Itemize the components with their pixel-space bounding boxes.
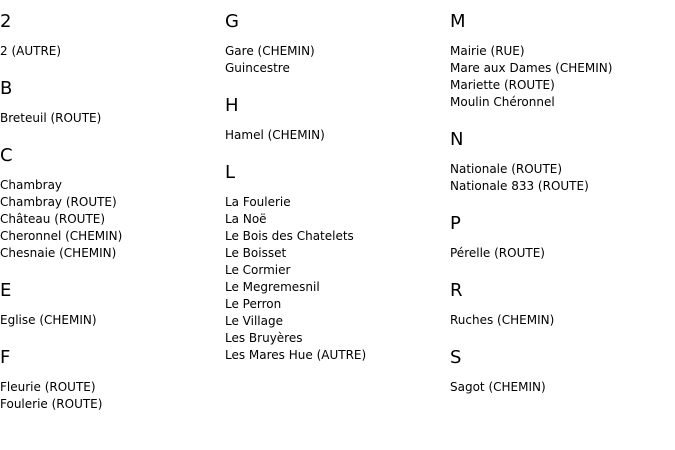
- letter-heading: B: [0, 78, 13, 99]
- letter-group: [225, 94, 366, 144]
- letter-group: [450, 128, 612, 195]
- letter-heading: E: [0, 280, 12, 301]
- letter-group: [0, 10, 122, 60]
- street-item[interactable]: Hamel (CHEMIN): [225, 128, 325, 142]
- street-item[interactable]: Moulin Chéronnel: [450, 95, 555, 109]
- street-item[interactable]: Guincestre: [225, 61, 290, 75]
- letter-heading: P: [450, 213, 461, 234]
- street-list: [225, 127, 366, 144]
- letter-group: [225, 161, 366, 364]
- street-item[interactable]: La Foulerie: [225, 195, 291, 209]
- street-list: [450, 43, 612, 111]
- street-item[interactable]: Mare aux Dames (CHEMIN): [450, 61, 613, 75]
- street-list: [0, 110, 122, 127]
- street-item[interactable]: Gare (CHEMIN): [225, 44, 315, 58]
- street-list: [0, 312, 122, 329]
- letter-group: [450, 346, 612, 396]
- letter-heading: 2: [0, 11, 12, 32]
- letter-group: [450, 279, 612, 329]
- street-item[interactable]: Breteuil (ROUTE): [0, 111, 102, 125]
- street-item[interactable]: Le Village: [225, 314, 283, 328]
- index-column-1: [0, 10, 122, 430]
- street-item[interactable]: Ruches (CHEMIN): [450, 313, 555, 327]
- street-list: [0, 43, 122, 60]
- street-item[interactable]: Pérelle (ROUTE): [450, 246, 545, 260]
- street-item[interactable]: Mairie (RUE): [450, 44, 525, 58]
- street-list: [450, 312, 612, 329]
- street-item[interactable]: Le Boisset: [225, 246, 287, 260]
- street-item[interactable]: Chambray: [0, 178, 63, 192]
- index-column-3: [450, 10, 612, 413]
- street-item[interactable]: Le Bois des Chatelets: [225, 229, 354, 243]
- street-item[interactable]: Les Mares Hue (AUTRE): [225, 348, 367, 362]
- letter-heading: R: [450, 280, 463, 301]
- street-item[interactable]: Les Bruyères: [225, 331, 303, 345]
- letter-heading: G: [225, 11, 239, 32]
- letter-group: [450, 212, 612, 262]
- street-item[interactable]: Chambray (ROUTE): [0, 195, 117, 209]
- letter-group: [0, 346, 122, 413]
- street-item[interactable]: Chesnaie (CHEMIN): [0, 246, 117, 260]
- street-item[interactable]: Nationale (ROUTE): [450, 162, 563, 176]
- street-item[interactable]: Mariette (ROUTE): [450, 78, 555, 92]
- street-item[interactable]: Le Perron: [225, 297, 282, 311]
- street-list: [225, 43, 366, 77]
- street-item[interactable]: Eglise (CHEMIN): [0, 313, 97, 327]
- letter-heading: L: [225, 162, 236, 183]
- letter-group: [225, 10, 366, 77]
- letter-group: [0, 144, 122, 262]
- letter-heading: M: [450, 11, 466, 32]
- street-list: [450, 379, 612, 396]
- letter-heading: H: [225, 95, 239, 116]
- street-item[interactable]: 2 (AUTRE): [0, 44, 62, 58]
- street-item[interactable]: La Noë: [225, 212, 267, 226]
- street-item[interactable]: Château (ROUTE): [0, 212, 106, 226]
- street-item[interactable]: Nationale 833 (ROUTE): [450, 179, 589, 193]
- street-list: [0, 379, 122, 413]
- letter-heading: N: [450, 129, 464, 150]
- index-column-2: [225, 10, 366, 381]
- street-list: [0, 177, 122, 262]
- street-item[interactable]: Le Megremesnil: [225, 280, 320, 294]
- letter-group: [0, 279, 122, 329]
- letter-heading: S: [450, 347, 462, 368]
- street-list: [450, 245, 612, 262]
- letter-group: [450, 10, 612, 111]
- letter-heading: C: [0, 145, 13, 166]
- letter-group: [0, 77, 122, 127]
- street-list: [225, 194, 366, 364]
- street-item[interactable]: Sagot (CHEMIN): [450, 380, 546, 394]
- street-item[interactable]: Fleurie (ROUTE): [0, 380, 96, 394]
- street-list: [450, 161, 612, 195]
- letter-heading: F: [0, 347, 11, 368]
- street-item[interactable]: Cheronnel (CHEMIN): [0, 229, 123, 243]
- street-item[interactable]: Foulerie (ROUTE): [0, 397, 103, 411]
- street-item[interactable]: Le Cormier: [225, 263, 291, 277]
